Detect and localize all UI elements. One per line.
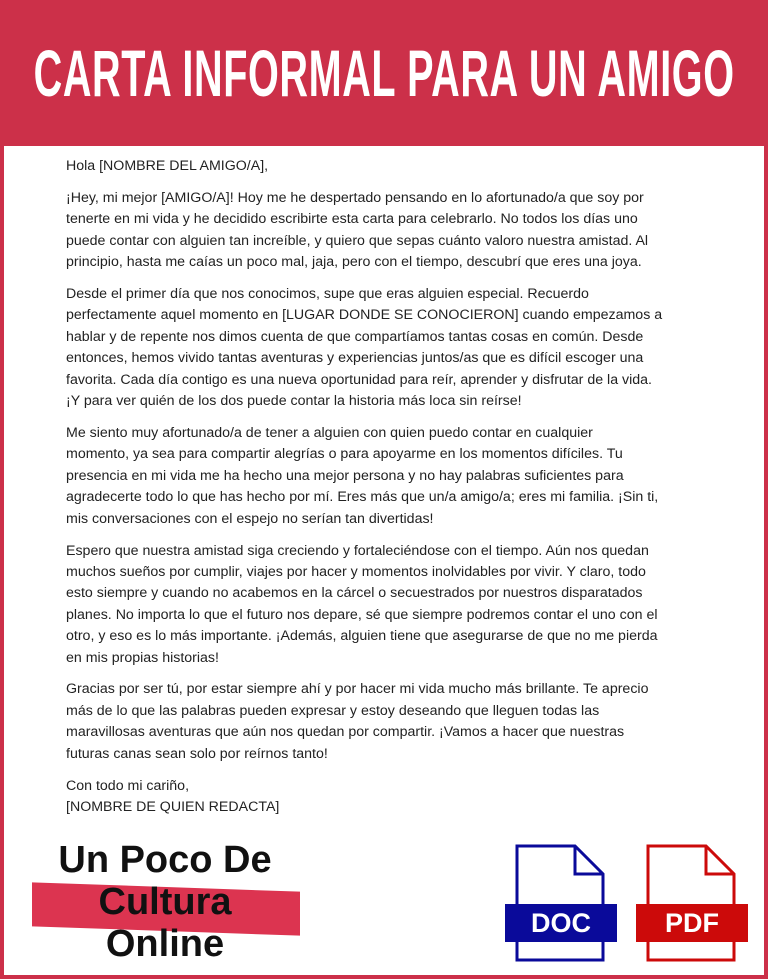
paragraph-line: mis conversaciones con el espejo no serían tan divertidas! <box>66 510 434 527</box>
doc-file-icon <box>505 844 617 962</box>
paragraph-line: esto siempre y cuando no acabemos en la cárcel o secuestrados por nuestros disparatados <box>66 585 643 602</box>
letter-paragraph <box>66 284 706 412</box>
page-title: CARTA INFORMAL PARA UN AMIGO <box>33 36 735 110</box>
paragraph-line: Me siento muy afortunado/a de tener a alguien con quien puedo contar en cualquier <box>66 424 593 441</box>
logo-line-2: Cultura <box>98 881 232 923</box>
paragraph-line: Desde el primer día que nos conocimos, supe que eras alguien especial. Recuerdo <box>66 286 589 303</box>
paragraph-line: tenerte en mi vida y he decidido escribirte esta carta para celebrarlo. No todos los días uno <box>66 211 638 228</box>
signature-line: [NOMBRE DE QUIEN REDACTA] <box>66 798 280 815</box>
closing-line: Con todo mi cariño, <box>66 777 190 794</box>
paragraph-line: planes. No importa lo que el futuro nos depare, sé que siempre podremos contar el uno con el <box>66 606 658 623</box>
letter-paragraph <box>66 423 706 530</box>
letter-paragraph <box>66 541 706 669</box>
paragraph-line: más de lo que las palabras pueden expresar y estoy deseando que lleguen todas las <box>66 702 600 719</box>
download-doc-button[interactable] <box>505 844 617 962</box>
paragraph-line: entonces, hemos vivido tantas aventuras y experiencias juntos/as que es difícil escoger una <box>66 350 644 367</box>
paragraph-line: maravillosas aventuras que aún nos quedan por compartir. ¡Vamos a hacer que nuestras <box>66 724 625 741</box>
paragraph-line: ¡Y para ver quién de los dos puede contar la historia más loca sin reírse! <box>66 393 522 410</box>
letter-closing <box>66 776 706 819</box>
paragraph-line: en mis propias historias! <box>66 649 219 666</box>
letter-paragraph <box>66 188 706 274</box>
doc-label: DOC <box>505 904 617 942</box>
logo-line-1: Un Poco De <box>58 839 272 881</box>
site-logo[interactable] <box>30 840 300 965</box>
letter-paragraph <box>66 679 706 765</box>
paragraph-line: futuras canas sean solo por reírnos tanto! <box>66 745 328 762</box>
download-pdf-button[interactable] <box>636 844 748 962</box>
paragraph-line: Espero que nuestra amistad siga creciendo y fortaleciéndose con el tiempo. Aún nos quedan <box>66 542 649 559</box>
header-banner <box>0 0 768 146</box>
paragraph-line: agradecerte todo lo que has hecho por mí. Eres más que un/a amigo/a; eres mi familia. ¡Sin ti, <box>66 489 659 506</box>
paragraph-line: ¡Hey, mi mejor [AMIGO/A]! Hoy me he despertado pensando en lo afortunado/a que soy por <box>66 189 644 206</box>
logo-line-3: Online <box>105 923 225 965</box>
pdf-label: PDF <box>636 904 748 942</box>
paragraph-line: principio, hasta me caías un poco mal, jaja, pero con el tiempo, descubrí que eres una joya. <box>66 254 642 271</box>
paragraph-line: muchos sueños por cumplir, viajes por hacer y momentos inolvidables por vivir. Y claro, todo <box>66 563 646 580</box>
paragraph-line: presencia en mi vida me ha hecho una mejor persona y no hay palabras suficientes para <box>66 467 624 484</box>
paragraph-line: hablar y de repente nos dimos cuenta de que compartíamos tantas cosas en común. Desde <box>66 328 644 345</box>
paragraph-line: Gracias por ser tú, por estar siempre ahí y por hacer mi vida mucho más brillante. Te aprecio <box>66 681 649 698</box>
letter-greeting: Hola [NOMBRE DEL AMIGO/A], <box>66 158 269 174</box>
paragraph-line: otro, y eso es lo más importante. ¡Además, alguien tiene que asegurarse de que no me pierda <box>66 628 658 645</box>
paragraph-line: favorita. Cada día contigo es una nueva oportunidad para reír, aprender y disfrutar de la vida. <box>66 371 652 388</box>
paragraph-line: puede contar con alguien tan increíble, y quiero que sepas cuánto valoro nuestra amistad. Al <box>66 232 649 249</box>
paragraph-line: perfectamente aquel momento en [LUGAR DONDE SE CONOCIERON] cuando empezamos a <box>66 307 663 324</box>
pdf-file-icon <box>636 844 748 962</box>
letter-body <box>66 156 706 818</box>
paragraph-line: momento, ya sea para compartir alegrías o para apoyarme en los momentos difíciles. Tu <box>66 446 623 463</box>
